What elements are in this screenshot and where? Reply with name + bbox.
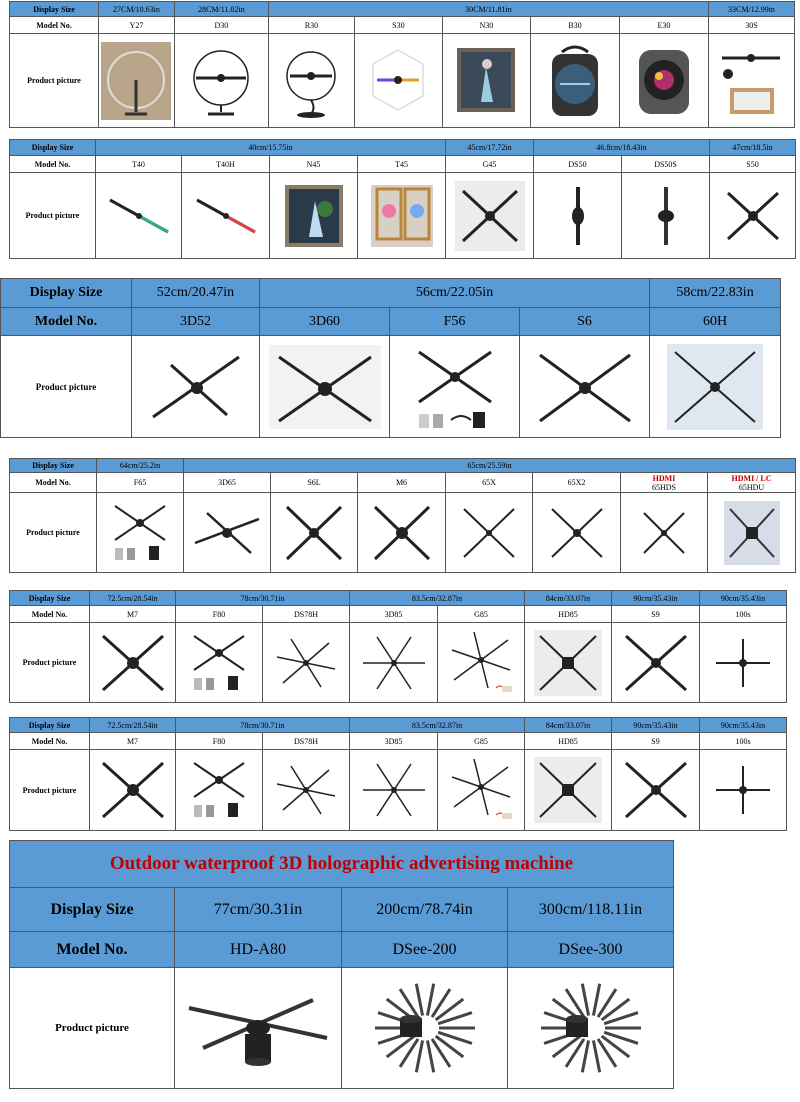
product-image-n30 <box>442 34 530 128</box>
size-cell: 90cm/35.43in <box>612 591 700 606</box>
model-cell: S9 <box>612 606 700 623</box>
product-image-t40h <box>182 173 270 259</box>
product-table-1 <box>9 1 795 128</box>
model-cell: 60H <box>650 308 781 336</box>
size-cell: 52cm/20.47in <box>132 279 260 308</box>
product-image-m7 <box>90 750 176 831</box>
size-cell: 200cm/78.74in <box>342 888 508 932</box>
model-cell: M7 <box>90 733 176 750</box>
size-cell: 64cm/25.2in <box>97 459 184 473</box>
product-image-100s <box>700 623 787 703</box>
model-cell: M7 <box>90 606 176 623</box>
product-table-5 <box>9 590 787 703</box>
product-table-6 <box>9 717 787 831</box>
size-cell: 78cm/30.71in <box>176 718 350 733</box>
model-cell: 100s <box>700 606 787 623</box>
product-image-t40 <box>96 173 182 259</box>
model-cell: DS50 <box>534 156 622 173</box>
model-no-label: Model No. <box>1 308 132 336</box>
product-image-y27 <box>99 34 175 128</box>
model-cell: S30 <box>354 17 442 34</box>
model-cell: N45 <box>270 156 358 173</box>
model-cell: S6 <box>520 308 650 336</box>
model-cell: G85 <box>438 733 525 750</box>
model-cell: DSee-300 <box>508 932 674 968</box>
product-picture-label: Product picture <box>10 173 96 259</box>
size-cell: 78cm/30.71in <box>176 591 350 606</box>
product-image-30s <box>708 34 794 128</box>
size-cell: 27CM/10.63in <box>99 2 175 17</box>
product-image-f56 <box>390 336 520 438</box>
size-cell: 83.5cm/32.87in <box>350 591 525 606</box>
product-image-3d65 <box>184 493 271 573</box>
product-table-4 <box>9 458 796 573</box>
model-cell: R30 <box>268 17 354 34</box>
hdmi-tag: HDMI / LC <box>731 473 772 483</box>
model-cell: F80 <box>176 733 263 750</box>
model-cell: F56 <box>390 308 520 336</box>
hdmi-tag: HDMI <box>652 473 676 483</box>
fan-blade <box>582 984 588 1016</box>
product-image-m7 <box>90 623 176 703</box>
product-picture-label: Product picture <box>10 493 97 573</box>
model-cell: T45 <box>358 156 446 173</box>
model-cell: 3D85 <box>350 606 438 623</box>
size-cell: 40cm/15.75in <box>96 140 446 156</box>
size-cell: 90cm/35.43in <box>700 591 787 606</box>
size-cell: 45cm/17.72in <box>446 140 534 156</box>
model-cell: 3D60 <box>260 308 390 336</box>
product-image-dsee-300 <box>508 968 674 1089</box>
size-cell: 47cm/18.5in <box>710 140 796 156</box>
model-cell: G45 <box>446 156 534 173</box>
product-image-d30 <box>174 34 268 128</box>
product-image-3d85 <box>350 623 438 703</box>
model-cell: 65X2 <box>533 473 621 493</box>
product-image-s9 <box>612 750 700 831</box>
product-image-60h <box>650 336 781 438</box>
model-cell: 3D65 <box>184 473 271 493</box>
model-cell: HD85 <box>525 733 612 750</box>
model-cell: DSee-200 <box>342 932 508 968</box>
product-picture-label: Product picture <box>1 336 132 438</box>
fan-blade <box>582 1040 588 1072</box>
model-cell: 3D52 <box>132 308 260 336</box>
size-cell: 46.8cm/18.43in <box>534 140 710 156</box>
product-table-3 <box>0 278 781 438</box>
model-no-label: Model No. <box>10 606 90 623</box>
model-cell: T40 <box>96 156 182 173</box>
model-cell: DS78H <box>263 733 350 750</box>
size-cell: 83.5cm/32.87in <box>350 718 525 733</box>
model-cell: 3D85 <box>350 733 438 750</box>
display-size-label: Display Size <box>10 591 90 606</box>
model-cell: 100s <box>700 733 787 750</box>
product-image-g85 <box>438 623 525 703</box>
product-image-65hds <box>621 493 708 573</box>
model-cell: 65X <box>446 473 533 493</box>
outdoor-title: Outdoor waterproof 3D holographic advertising machine <box>10 841 674 888</box>
product-image-s50 <box>710 173 796 259</box>
model-no-label: Model No. <box>10 156 96 173</box>
model-cell: Y27 <box>99 17 175 34</box>
model-cell: F80 <box>176 606 263 623</box>
product-image-dsee-200 <box>342 968 508 1089</box>
product-image-g45 <box>446 173 534 259</box>
display-size-label: Display Size <box>10 718 90 733</box>
hdmi-model-name: 65HDU <box>738 482 765 492</box>
product-image-s6l <box>271 493 358 573</box>
product-image-f80 <box>176 623 263 703</box>
size-cell: 56cm/22.05in <box>260 279 650 308</box>
product-image-f65 <box>97 493 184 573</box>
product-image-f80 <box>176 750 263 831</box>
model-cell: HD85 <box>525 606 612 623</box>
fan-blade <box>416 984 422 1016</box>
size-cell: 84cm/33.07in <box>525 591 612 606</box>
size-cell: 58cm/22.83in <box>650 279 781 308</box>
product-image-b30 <box>530 34 619 128</box>
model-cell: S9 <box>612 733 700 750</box>
model-no-label: Model No. <box>10 17 99 34</box>
size-cell: 28CM/11.02in <box>174 2 268 17</box>
product-image-s9 <box>612 623 700 703</box>
product-image-65hdu <box>708 493 796 573</box>
model-cell: M6 <box>358 473 446 493</box>
product-image-r30 <box>268 34 354 128</box>
product-image-65x <box>446 493 533 573</box>
product-image-m6 <box>358 493 446 573</box>
product-image-t45 <box>358 173 446 259</box>
fan-blade <box>427 984 433 1016</box>
product-image-g85 <box>438 750 525 831</box>
model-cell: S6L <box>271 473 358 493</box>
product-image-hd-a80 <box>175 968 342 1089</box>
size-cell: 90cm/35.43in <box>700 718 787 733</box>
product-image-ds78h <box>263 623 350 703</box>
model-cell: HD-A80 <box>175 932 342 968</box>
hdmi-model-name: 65HDS <box>651 482 676 492</box>
fan-blade <box>593 984 599 1016</box>
model-no-label: Model No. <box>10 473 97 493</box>
fan-blade <box>427 1040 433 1072</box>
size-cell: 300cm/118.11in <box>508 888 674 932</box>
product-image-3d52 <box>132 336 260 438</box>
display-size-label: Display Size <box>10 888 175 932</box>
display-size-label: Display Size <box>10 2 99 17</box>
model-cell: E30 <box>619 17 708 34</box>
model-cell: DS78H <box>263 606 350 623</box>
product-image-e30 <box>619 34 708 128</box>
model-no-label: Model No. <box>10 733 90 750</box>
product-image-100s <box>700 750 787 831</box>
model-cell: G85 <box>438 606 525 623</box>
model-cell-hdmi <box>621 473 708 493</box>
model-cell: D30 <box>174 17 268 34</box>
fan-blade <box>416 1040 422 1072</box>
product-image-ds50s <box>622 173 710 259</box>
size-cell: 65cm/25.59in <box>184 459 796 473</box>
size-cell: 72.5cm/28.54in <box>90 718 176 733</box>
product-picture-label: Product picture <box>10 34 99 128</box>
product-image-3d85 <box>350 750 438 831</box>
size-cell: 90cm/35.43in <box>612 718 700 733</box>
model-cell: 30S <box>708 17 794 34</box>
model-cell: B30 <box>530 17 619 34</box>
product-image-ds78h <box>263 750 350 831</box>
fan-blade <box>593 1040 599 1072</box>
product-image-3d60 <box>260 336 390 438</box>
product-picture-label: Product picture <box>10 968 175 1089</box>
product-table-outdoor <box>9 840 674 1089</box>
display-size-label: Display Size <box>10 140 96 156</box>
model-cell: DS50S <box>622 156 710 173</box>
display-size-label: Display Size <box>1 279 132 308</box>
product-image-hd85 <box>525 750 612 831</box>
size-cell: 84cm/33.07in <box>525 718 612 733</box>
product-image-65x2 <box>533 493 621 573</box>
model-cell: N30 <box>442 17 530 34</box>
product-image-n45 <box>270 173 358 259</box>
product-image-ds50 <box>534 173 622 259</box>
display-size-label: Display Size <box>10 459 97 473</box>
product-picture-label: Product picture <box>10 623 90 703</box>
model-cell: S50 <box>710 156 796 173</box>
product-picture-label: Product picture <box>10 750 90 831</box>
model-cell: F65 <box>97 473 184 493</box>
size-cell: 30CM/11.81in <box>268 2 708 17</box>
product-image-hd85 <box>525 623 612 703</box>
product-image-s6 <box>520 336 650 438</box>
model-cell-hdmi <box>708 473 796 493</box>
product-table-2 <box>9 139 796 259</box>
size-cell: 33CM/12.99in <box>708 2 794 17</box>
product-image-s30 <box>354 34 442 128</box>
size-cell: 72.5cm/28.54in <box>90 591 176 606</box>
model-cell: T40H <box>182 156 270 173</box>
size-cell: 77cm/30.31in <box>175 888 342 932</box>
model-no-label: Model No. <box>10 932 175 968</box>
